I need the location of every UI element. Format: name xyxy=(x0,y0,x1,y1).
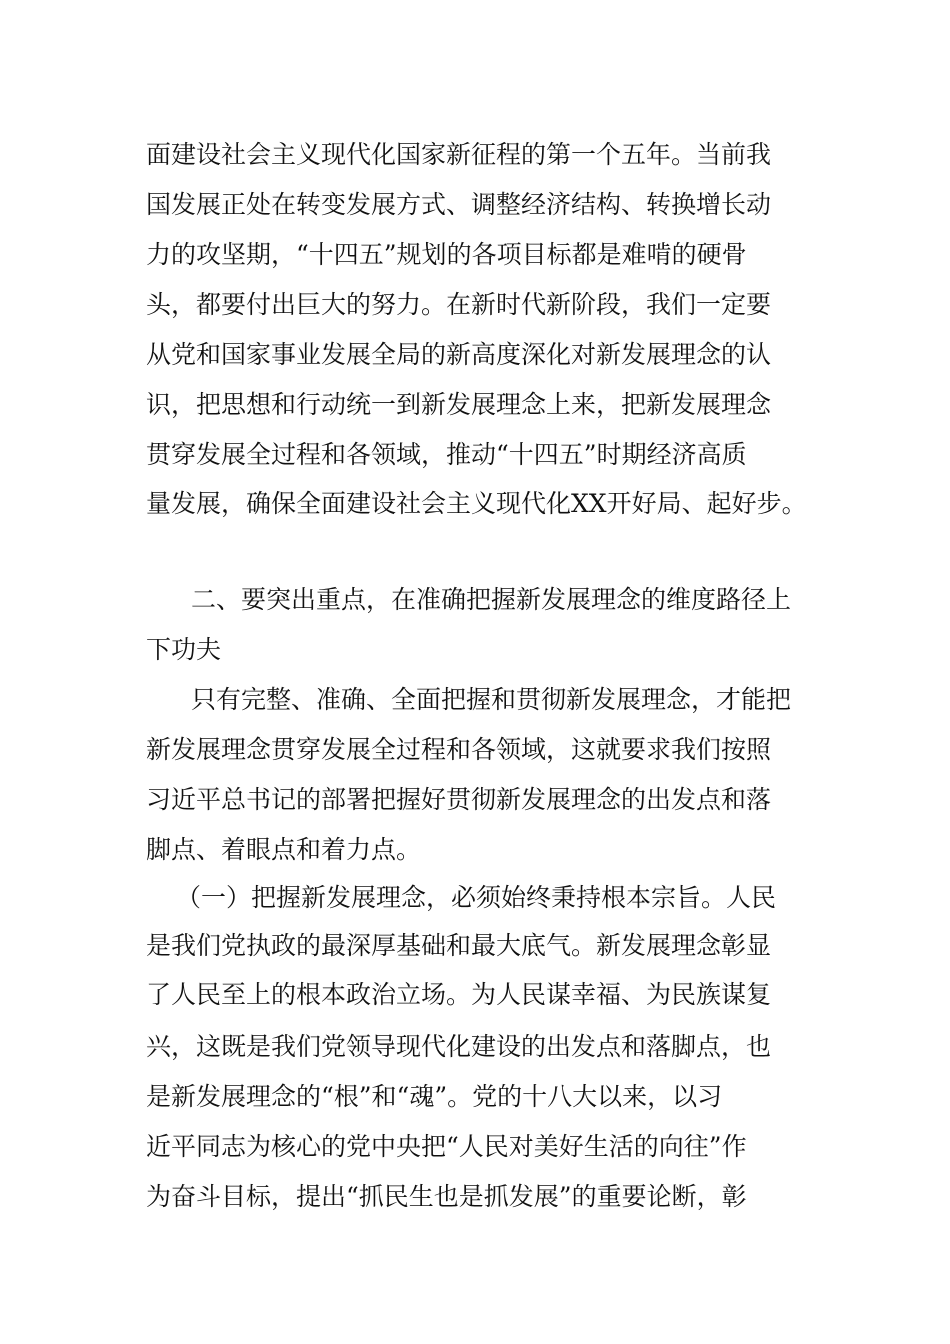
text-line: 近平同志为核心的党中央把“人民对美好生活的向往”作 xyxy=(146,1132,747,1161)
text-line: 贯穿发展全过程和各领域，推动“十四五”时期经济高质 xyxy=(146,440,747,469)
text-line: 从党和国家事业发展全局的新高度深化对新发展理念的认 xyxy=(146,340,772,369)
text-line: 是我们党执政的最深厚基础和最大底气。新发展理念彰显 xyxy=(146,931,772,960)
subsection-line: （一）把握新发展理念，必须始终秉持根本宗旨。人民 xyxy=(176,883,777,912)
section-heading-continued: 下功夫 xyxy=(146,635,222,664)
text-line: 量发展，确保全面建设社会主义现代化XX开好局、起好步。 xyxy=(146,489,807,518)
text-line: 面建设社会主义现代化国家新征程的第一个五年。当前我 xyxy=(146,140,772,169)
text-line: 识，把思想和行动统一到新发展理念上来，把新发展理念 xyxy=(146,390,772,419)
text-line: 力的攻坚期，“十四五”规划的各项目标都是难啃的硬骨 xyxy=(146,240,747,269)
text-line: 国发展正处在转变发展方式、调整经济结构、转换增长动 xyxy=(146,190,772,219)
section-heading: 二、要突出重点，在准确把握新发展理念的维度路径上 xyxy=(191,585,792,614)
text-line: 兴，这既是我们党领导现代化建设的出发点和落脚点，也 xyxy=(146,1032,772,1061)
text-line: 习近平总书记的部署把握好贯彻新发展理念的出发点和落 xyxy=(146,785,772,814)
text-line: 了人民至上的根本政治立场。为人民谋幸福、为民族谋复 xyxy=(146,980,772,1009)
text-line: 为奋斗目标，提出“抓民生也是抓发展”的重要论断，彰 xyxy=(146,1182,747,1211)
text-line: 只有完整、准确、全面把握和贯彻新发展理念，才能把 xyxy=(191,685,792,714)
text-line: 新发展理念贯穿发展全过程和各领域，这就要求我们按照 xyxy=(146,735,772,764)
text-line: 脚点、着眼点和着力点。 xyxy=(146,835,422,864)
text-line: 是新发展理念的“根”和“魂”。党的十八大以来，以习 xyxy=(146,1082,723,1111)
text-line: 头，都要付出巨大的努力。在新时代新阶段，我们一定要 xyxy=(146,290,772,319)
